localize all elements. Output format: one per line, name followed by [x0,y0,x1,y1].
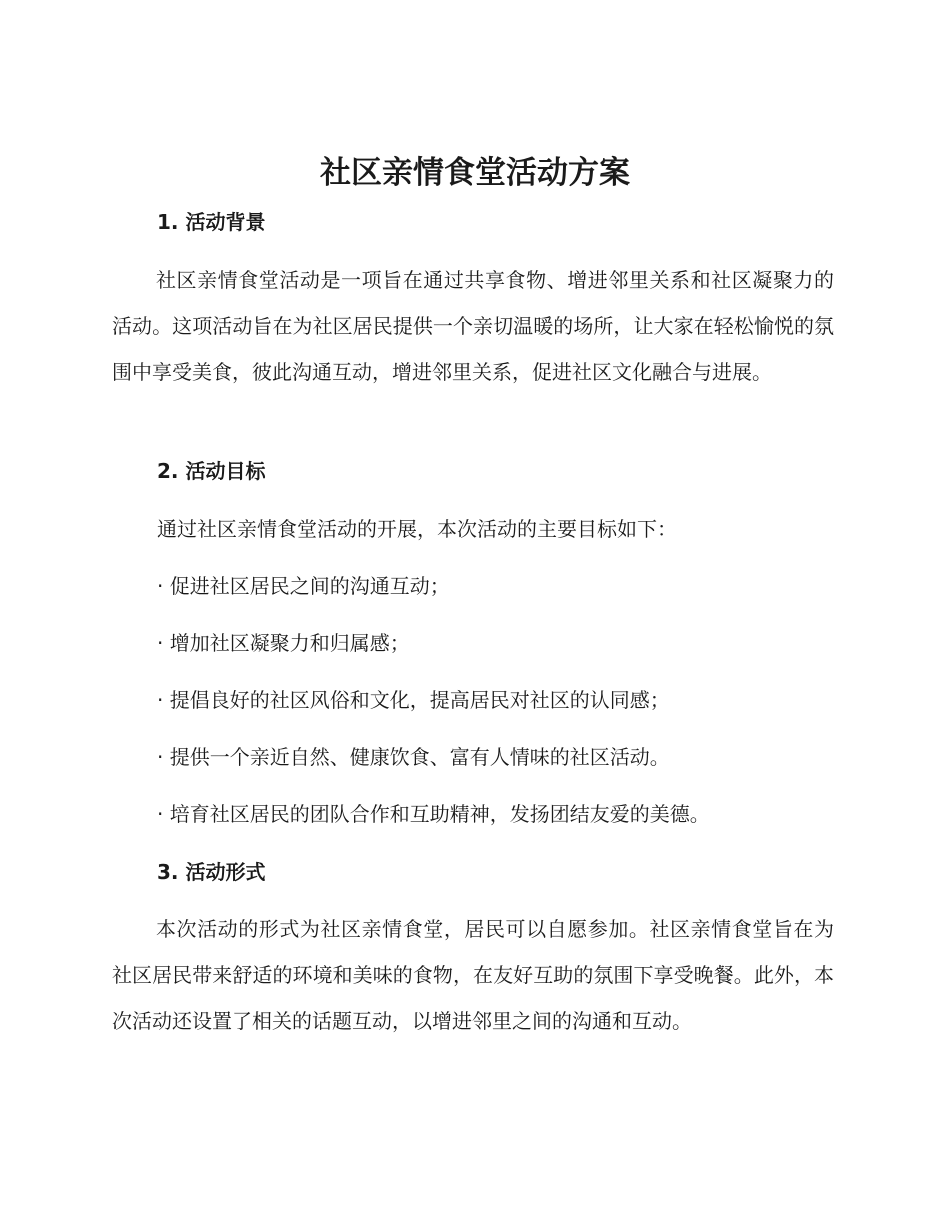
goal-bullet-item: · 促进社区居民之间的沟通互动； [157,574,450,598]
section-heading-format: 3. 活动形式 [157,860,266,884]
page-title: 社区亲情食堂活动方案 [320,155,630,191]
goal-bullet-item: · 提倡良好的社区风俗和文化，提高居民对社区的认同感； [157,688,670,712]
goal-bullet-item: · 增加社区凝聚力和归属感； [157,631,410,655]
section-intro-goals: 通过社区亲情食堂活动的开展，本次活动的主要目标如下： [157,517,677,541]
goal-bullet-item: · 提供一个亲近自然、健康饮食、富有人情味的社区活动。 [157,745,670,769]
section-paragraph-background: 社区亲情食堂活动是一项旨在通过共享食物、增进邻里关系和社区凝聚力的活动。这项活动旨在为社区居民提供一个亲切温暖的场所，让大家在轻松愉悦的氛围中享受美食，彼此沟通互动，增进邻里关系，促进社区文化融合与进展。 [112,268,834,384]
section-heading-background: 1. 活动背景 [157,210,266,234]
goal-bullet-item: · 培育社区居民的团队合作和互助精神，发扬团结友爱的美德。 [157,802,710,826]
section-heading-goals: 2. 活动目标 [157,459,266,483]
section-paragraph-format: 本次活动的形式为社区亲情食堂，居民可以自愿参加。社区亲情食堂旨在为社区居民带来舒适的环境和美味的食物，在友好互助的氛围下享受晚餐。此外，本次活动还设置了相关的话题互动，以增进邻里之间的沟通和互动。 [112,917,834,1033]
